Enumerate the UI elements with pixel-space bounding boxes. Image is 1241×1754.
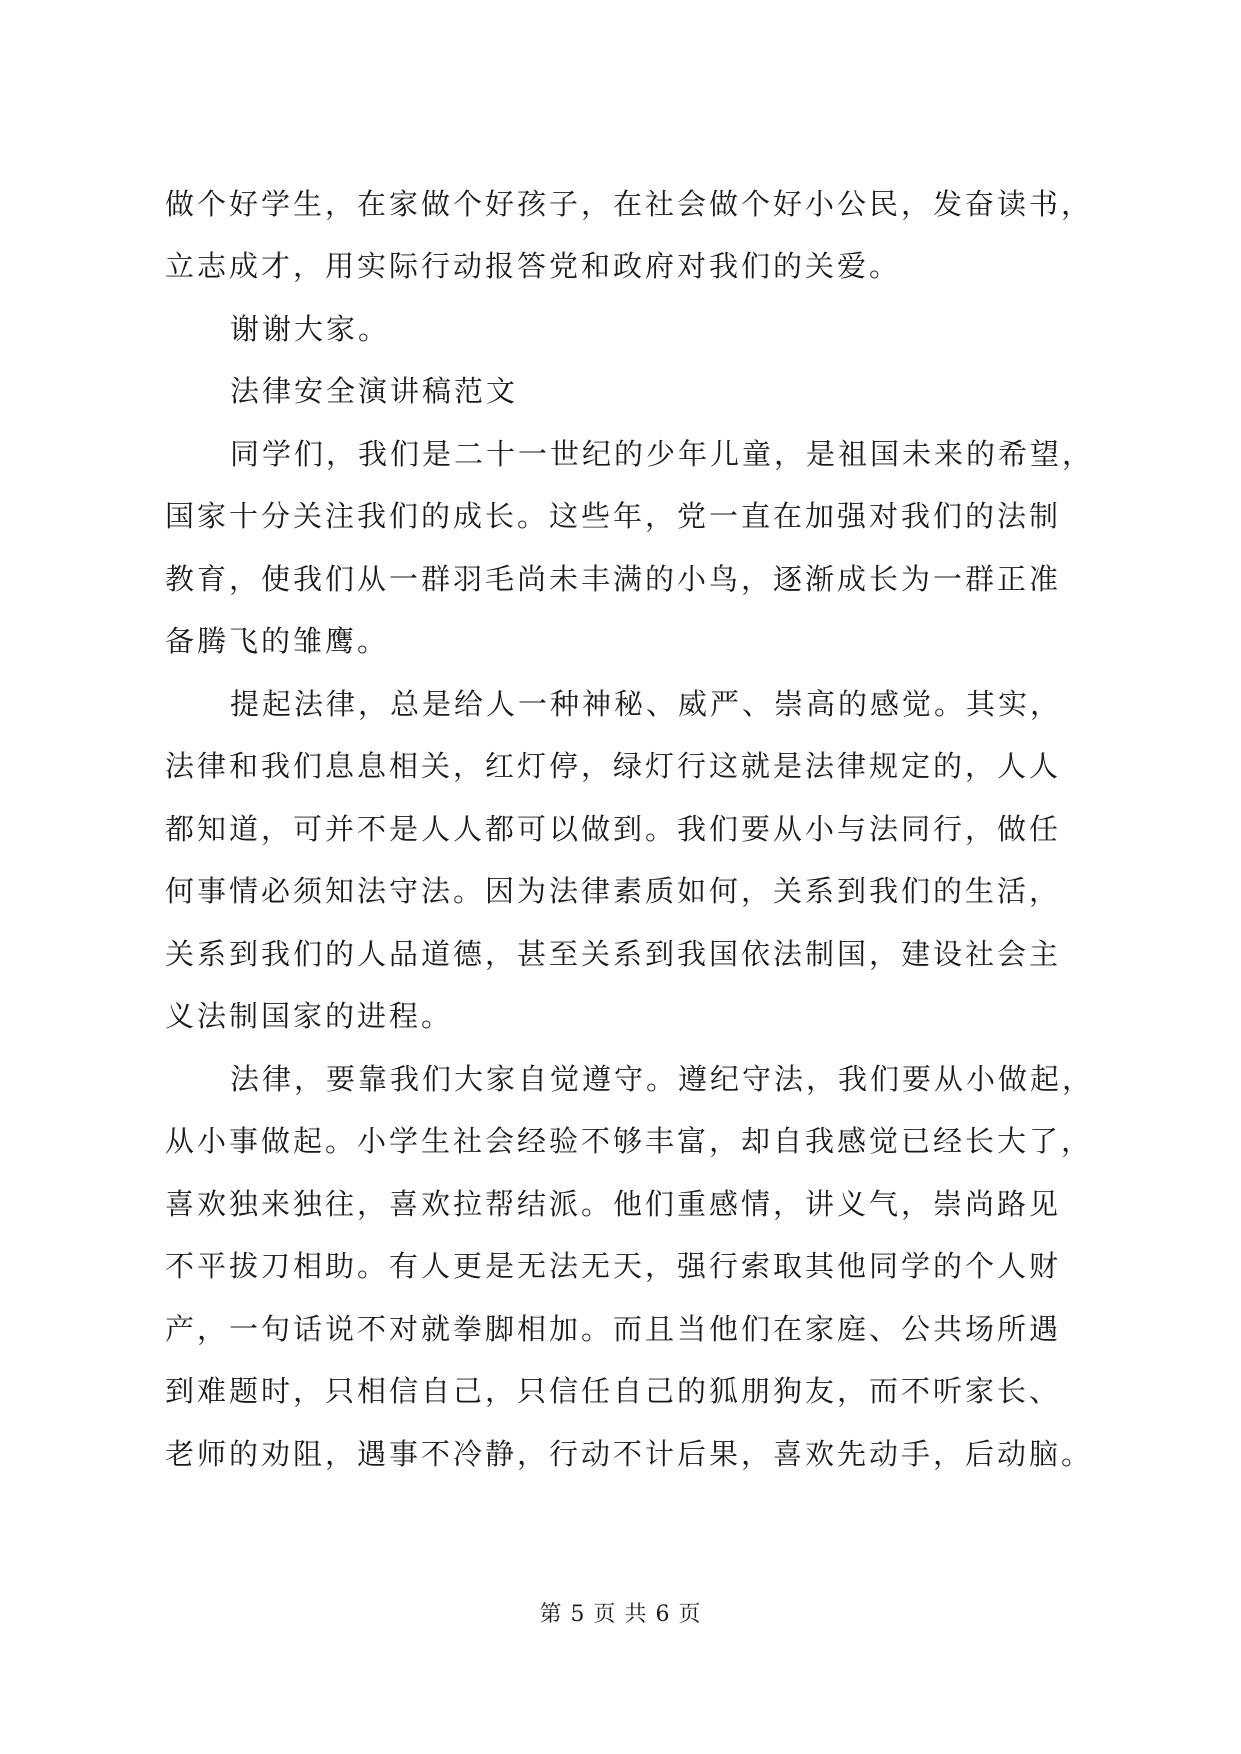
text-line: 义法制国家的进程。: [165, 999, 454, 1033]
text-line: 都知道，可并不是人人都可以做到。我们要从小与法同行，做任: [165, 812, 1062, 846]
text-line: 国家十分关注我们的成长。这些年，党一直在加强对我们的法制: [165, 499, 1062, 533]
page-footer: 第 5 页 共 6 页: [539, 1602, 702, 1627]
text-line: 从小事做起。小学生社会经验不够丰富，却自我感觉已经长大了，: [165, 1124, 1094, 1158]
text-line: 产，一句话说不对就拳脚相加。而且当他们在家庭、公共场所遇: [165, 1312, 1062, 1346]
text-line: 教育，使我们从一群羽毛尚未丰满的小鸟，逐渐成长为一群正准: [165, 562, 1062, 596]
text-line: 法律和我们息息相关，红灯停，绿灯行这就是法律规定的，人人: [165, 749, 1062, 783]
section-heading: 法律安全演讲稿范文: [230, 374, 519, 408]
text-line: 备腾飞的雏鹰。: [165, 624, 390, 658]
text-line: 做个好学生，在家做个好孩子，在社会做个好小公民，发奋读书，: [165, 187, 1094, 221]
text-line: 何事情必须知法守法。因为法律素质如何，关系到我们的生活，: [165, 874, 1062, 908]
text-line: 提起法律，总是给人一种神秘、威严、崇高的感觉。其实，: [230, 687, 1063, 721]
text-line: 关系到我们的人品道德，甚至关系到我国依法制国，建设社会主: [165, 937, 1062, 971]
text-line: 立志成才，用实际行动报答党和政府对我们的关爱。: [165, 249, 902, 283]
text-line: 喜欢独来独往，喜欢拉帮结派。他们重感情，讲义气，崇尚路见: [165, 1187, 1062, 1221]
text-line: 到难题时，只相信自己，只信任自己的狐朋狗友，而不听家长、: [165, 1374, 1062, 1408]
text-line: 法律，要靠我们大家自觉遵守。遵纪守法，我们要从小做起，: [230, 1062, 1095, 1096]
text-line: 老师的劝阻，遇事不冷静，行动不计后果，喜欢先动手，后动脑。: [165, 1437, 1094, 1471]
text-line: 不平拔刀相助。有人更是无法无天，强行索取其他同学的个人财: [165, 1249, 1062, 1283]
text-line: 谢谢大家。: [230, 312, 391, 346]
text-line: 同学们，我们是二十一世纪的少年儿童，是祖国未来的希望，: [230, 437, 1095, 471]
